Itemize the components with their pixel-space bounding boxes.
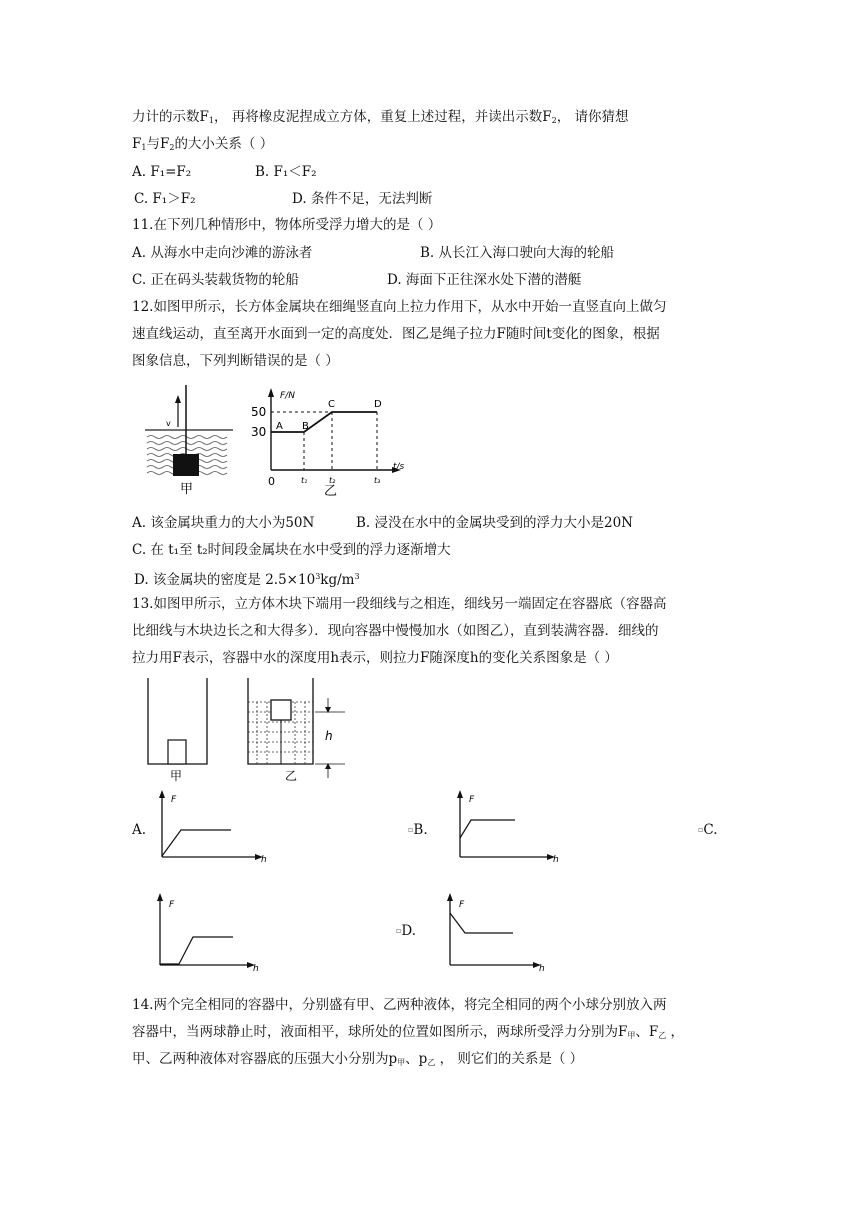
q11-option-c[interactable]: C. 正在码头装载货物的轮船 [132,272,299,288]
q12-stem-2: 速直线运动，直至离开水面到一定的高度处．图乙是绳子拉力F随时间t变化的图象，根据 [132,326,660,342]
graph-d-curve [450,913,513,933]
graph-d-f-label: F [459,900,465,910]
q12-option-a[interactable]: A. 该金属块重力的大小为50N [132,515,315,531]
q12-stem-1: 12.如图甲所示，长方体金属块在细绳竖直向上拉力作用下，从水中开始一直竖直向上做匀 [132,299,667,315]
point-d: D [374,399,382,410]
q10-line-2: $F_1$与$F_2$的大小关系（ ） [132,136,274,152]
figure-label-jia: 甲 [180,482,194,497]
q13-stem-2: 比细线与木块边长之和大得多）．现向容器中慢慢加水（如图乙），直到装满容器．细线的 [132,623,659,639]
force-curve [271,412,377,432]
graph-c-f-label: F [169,900,175,910]
q14-line-1: 14.两个完全相同的容器中，分别盛有甲、乙两种液体，将完全相同的两个小球分别放入两 [132,997,667,1013]
q10-option-c[interactable]: C. F₁＞F₂ [134,191,196,207]
graph-c-h-label: h [253,964,259,974]
graph-d-h-label: h [539,964,545,974]
tick-30: 30 [251,425,267,439]
x-axis-label: t/s [393,462,405,472]
q13-figure-yi [245,678,350,783]
graph-a-curve [162,830,231,856]
q14-line-3: 甲、乙两种液体对容器底的压强大小分别为$p_甲$、$p_乙$ ， 则它们的关系是（ ） [132,1051,584,1067]
graph-b-h-label: h [553,855,559,865]
q12-figure-jia [145,385,245,495]
point-a: A [276,421,283,432]
q13-option-a[interactable]: A. [132,822,147,838]
q11-stem: 11.在下列几种情形中，物体所受浮力增大的是（ ） [132,217,442,233]
figure-label-yi: 乙 [324,484,338,499]
point-c: C [328,399,335,410]
graph-b-curve [460,820,515,838]
tick-t2: t₂ [329,476,336,485]
figure-label-jia: 甲 [170,769,183,783]
q13-option-b[interactable]: ▫B. [408,822,428,838]
tick-50: 50 [251,405,267,419]
q13-graph-b[interactable] [455,790,570,865]
q11-option-b[interactable]: B. 从长江入海口驶向大海的轮船 [420,245,615,261]
y-axis-label: F/N [280,391,295,401]
q10-line-1: 力计的示数$F_1$， 再将橡皮泥捏成立方体，重复上述过程，并读出示数$F_2$， 请你猜想 [132,109,629,125]
q13-option-c[interactable]: ▫C. [698,822,718,838]
q11-option-a[interactable]: A. 从海水中走向沙滩的游泳者 [132,245,313,261]
depth-label: h [325,729,333,743]
q13-graph-a[interactable] [157,790,272,865]
q10-option-b[interactable]: B. F₁＜F₂ [255,164,317,180]
metal-block [173,454,199,476]
graph-b-f-label: F [469,795,475,805]
q12-force-time-graph [246,385,411,499]
wood-block [168,740,186,764]
q12-option-d[interactable]: D. 该金属块的密度是 $2.5\times 10^3kg/m^3$ [134,572,360,588]
q12-option-c[interactable]: C. 在 t₁至 t₂时间段金属块在水中受到的浮力逐渐增大 [132,542,451,558]
figure-label-yi: 乙 [285,769,298,783]
tick-t3: t₃ [374,476,381,485]
q13-graph-d[interactable] [445,893,560,973]
q14-line-2: 容器中，当两球静止时，液面相平，球所处的位置如图所示，两球所受浮力分别为$F_甲$、$F_乙$ ， [132,1024,685,1040]
q13-stem-1: 13.如图甲所示，立方体木块下端用一段细线与之相连，细线另一端固定在容器底（容器高 [132,596,667,612]
graph-a-h-label: h [261,855,267,865]
origin-label: 0 [268,475,275,488]
q10-option-a[interactable]: A. F₁=F₂ [132,164,192,180]
q12-option-b[interactable]: B. 浸没在水中的金属块受到的浮力大小是20N [356,515,633,531]
graph-c-curve [160,937,233,964]
point-b: B [302,421,309,432]
velocity-label: v [166,419,171,428]
q13-stem-3: 拉力用F表示，容器中水的深度用h表示，则拉力F随深度h的变化关系图象是（ ） [132,650,618,666]
q10-option-d[interactable]: D. 条件不足，无法判断 [292,191,433,207]
q13-option-d[interactable]: ▫D. [396,923,417,939]
q13-graph-c[interactable] [155,893,270,973]
graph-a-f-label: F [171,795,177,805]
q13-figure-jia [145,678,215,783]
tick-t1: t₁ [301,476,308,485]
q11-option-d[interactable]: D. 海面下正往深水处下潜的潜艇 [387,272,582,288]
q12-stem-3: 图象信息，下列判断错误的是（ ） [132,353,339,369]
floating-block [271,700,291,720]
